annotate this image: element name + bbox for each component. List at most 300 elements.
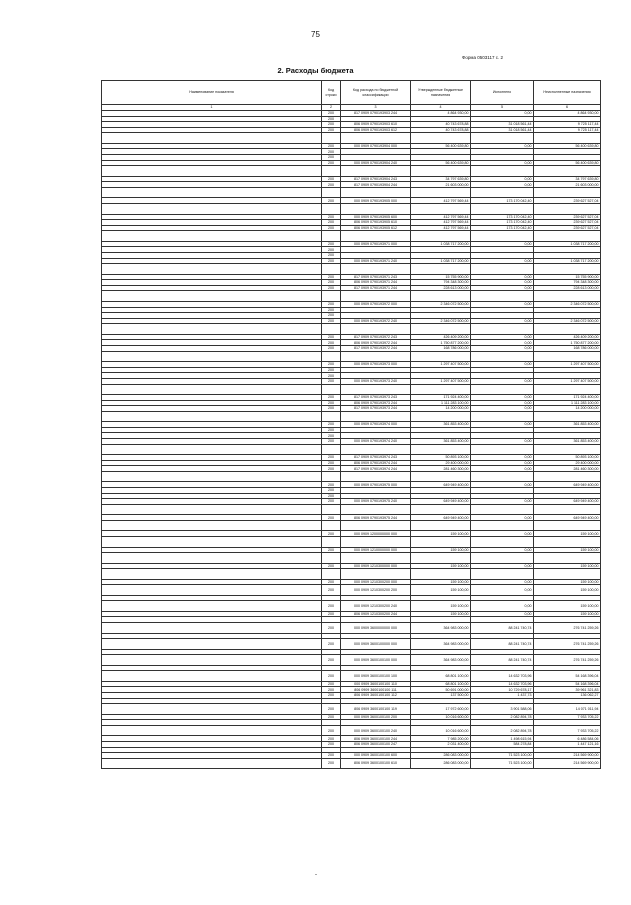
remaining-amount-cell: 1 297 407 500,00 <box>534 362 601 368</box>
executed-amount-cell <box>471 351 534 362</box>
table-row <box>102 471 601 482</box>
executed-amount-cell: 0,00 <box>471 301 534 307</box>
table-row <box>102 291 601 302</box>
row-name-cell <box>102 639 322 650</box>
remaining-amount-cell: 6 486 584,06 <box>534 736 601 742</box>
remaining-amount-cell: 276 741 259,26 <box>534 639 601 650</box>
row-name-cell <box>102 623 322 634</box>
remaining-amount-cell: 2 346 072 500,00 <box>534 318 601 324</box>
remaining-amount-cell: 21 603 000,00 <box>534 182 601 188</box>
approved-amount-cell: 228 613 000,00 <box>411 285 471 291</box>
executed-amount-cell: 0,00 <box>471 111 534 117</box>
line-code-cell: 200 <box>322 225 341 231</box>
approved-amount-cell: 361 853 400,00 <box>411 422 471 428</box>
line-code-cell <box>322 324 341 335</box>
budget-code-cell: 000 0909 0790193974 240 <box>341 439 411 445</box>
line-code-cell <box>322 204 341 215</box>
executed-amount-cell: 31 018 561,44 <box>471 122 534 128</box>
line-code-cell: 200 <box>322 307 341 313</box>
row-name-cell <box>102 411 322 422</box>
remaining-amount-cell: 276 741 259,26 <box>534 655 601 666</box>
table-row <box>102 537 601 548</box>
executed-amount-cell: 1 498 615,94 <box>471 736 534 742</box>
budget-code-cell: 817 0909 0790193972 244 <box>341 346 411 352</box>
executed-amount-cell: 0,00 <box>471 334 534 340</box>
executed-amount-cell: 0,00 <box>471 340 534 346</box>
line-code-cell: 200 <box>322 515 341 521</box>
approved-amount-cell <box>411 133 471 144</box>
approved-amount-cell <box>411 291 471 302</box>
remaining-amount-cell: 1 297 407 500,00 <box>534 378 601 384</box>
approved-amount-cell: 649 949 400,00 <box>411 515 471 521</box>
remaining-amount-cell: 159 100,00 <box>534 531 601 537</box>
line-code-cell: 200 <box>322 143 341 149</box>
budget-code-cell <box>341 444 411 455</box>
table-row <box>102 585 601 596</box>
executed-amount-cell: 88 241 740,74 <box>471 639 534 650</box>
remaining-amount-cell: 14 071 011,94 <box>534 704 601 715</box>
approved-amount-cell <box>411 411 471 422</box>
executed-amount-cell: 31 018 561,44 <box>471 127 534 133</box>
row-name-cell <box>102 725 322 736</box>
row-name-cell <box>102 704 322 715</box>
row-name-cell <box>102 758 322 769</box>
remaining-amount-cell: 4 864 930,00 <box>534 111 601 117</box>
line-code-cell: 200 <box>322 460 341 466</box>
remaining-amount-cell: 361 853 400,00 <box>534 422 601 428</box>
executed-amount-cell <box>471 264 534 275</box>
executed-amount-cell <box>471 231 534 242</box>
approved-amount-cell: 1 111 283 100,00 <box>411 400 471 406</box>
line-code-cell: 200 <box>322 579 341 585</box>
executed-amount-cell: 0,00 <box>471 274 534 280</box>
approved-amount-cell: 2 346 072 500,00 <box>411 301 471 307</box>
approved-amount-cell: 15 755 900,00 <box>411 274 471 280</box>
row-name-cell <box>102 187 322 198</box>
remaining-amount-cell <box>534 411 601 422</box>
table-row <box>102 758 601 769</box>
line-code-cell: 200 <box>322 247 341 253</box>
remaining-amount-cell <box>534 471 601 482</box>
row-name-cell <box>102 471 322 482</box>
budget-code-cell: 000 0909 3600100000 000 <box>341 639 411 650</box>
approved-amount-cell: 159 100,00 <box>411 547 471 553</box>
line-code-cell <box>322 231 341 242</box>
budget-code-cell: 817 0909 0790193974 244 <box>341 466 411 472</box>
executed-amount-cell <box>471 537 534 548</box>
remaining-amount-cell: 426 409 200,00 <box>534 334 601 340</box>
remaining-amount-cell: 281 460 300,00 <box>534 466 601 472</box>
line-code-cell: 200 <box>322 422 341 428</box>
line-code-cell: 200 <box>322 198 341 204</box>
page-number: 75 <box>311 30 320 39</box>
line-code-cell: 200 <box>322 687 341 693</box>
row-name-cell <box>102 291 322 302</box>
budget-code-cell: 000 0909 3600100100 110 <box>341 681 411 687</box>
budget-code-cell <box>341 351 411 362</box>
remaining-amount-cell: 34 797 639,80 <box>534 176 601 182</box>
form-code: Форма 0503117 с. 2 <box>462 55 503 60</box>
line-code-cell: 200 <box>322 499 341 505</box>
approved-amount-cell: 364 983 000,00 <box>411 623 471 634</box>
column-header-budget-code: Код расхода по бюджетной классификации <box>341 81 411 105</box>
line-code-cell: 200 <box>322 714 341 720</box>
remaining-amount-cell: 9 725 117,44 <box>534 122 601 128</box>
column-number: 5 <box>471 105 534 111</box>
executed-amount-cell: 0,00 <box>471 482 534 488</box>
approved-amount-cell: 364 983 000,00 <box>411 639 471 650</box>
remaining-amount-cell: 239 627 527,04 <box>534 214 601 220</box>
budget-code-cell: 000 0909 0790193973 240 <box>341 378 411 384</box>
approved-amount-cell: 1 297 407 500,00 <box>411 362 471 368</box>
executed-amount-cell <box>471 520 534 531</box>
row-name-cell <box>102 655 322 666</box>
line-code-cell: 200 <box>322 346 341 352</box>
approved-amount-cell <box>411 166 471 177</box>
line-code-cell: 200 <box>322 681 341 687</box>
table-row <box>102 444 601 455</box>
approved-amount-cell: 168 786 000,00 <box>411 346 471 352</box>
column-number: 1 <box>102 105 322 111</box>
table-row <box>102 384 601 395</box>
approved-amount-cell: 364 983 000,00 <box>411 655 471 666</box>
remaining-amount-cell: 214 569 900,00 <box>534 758 601 769</box>
remaining-amount-cell: 56 400 639,80 <box>534 143 601 149</box>
remaining-amount-cell: 50 893 100,00 <box>534 455 601 461</box>
column-header-name: Наименование показателя <box>102 81 322 105</box>
budget-code-cell <box>341 187 411 198</box>
executed-amount-cell: 0,00 <box>471 362 534 368</box>
line-code-cell: 200 <box>322 693 341 699</box>
line-code-cell <box>322 351 341 362</box>
approved-amount-cell <box>411 351 471 362</box>
executed-amount-cell: 0,00 <box>471 601 534 612</box>
row-name-cell <box>102 384 322 395</box>
budget-code-cell: 000 0909 0790193904 240 <box>341 160 411 166</box>
approved-amount-cell: 649 949 400,00 <box>411 482 471 488</box>
executed-amount-cell: 584 278,84 <box>471 742 534 748</box>
remaining-amount-cell: 56 400 639,80 <box>534 160 601 166</box>
approved-amount-cell: 21 603 000,00 <box>411 182 471 188</box>
approved-amount-cell <box>411 324 471 335</box>
approved-amount-cell: 159 100,00 <box>411 585 471 596</box>
approved-amount-cell: 1 297 407 500,00 <box>411 378 471 384</box>
approved-amount-cell: 412 797 569,44 <box>411 214 471 220</box>
budget-code-cell: 817 0909 0790193904 243 <box>341 176 411 182</box>
approved-amount-cell: 794 348 300,00 <box>411 280 471 286</box>
budget-code-cell: 000 0909 0790193971 240 <box>341 258 411 264</box>
remaining-amount-cell <box>534 291 601 302</box>
approved-amount-cell: 159 100,00 <box>411 579 471 585</box>
remaining-amount-cell: 29 400 000,00 <box>534 460 601 466</box>
budget-code-cell: 000 0909 0790193905 600 <box>341 214 411 220</box>
remaining-amount-cell: 159 100,00 <box>534 611 601 617</box>
executed-amount-cell <box>471 411 534 422</box>
row-name-cell <box>102 324 322 335</box>
table-row <box>102 704 601 715</box>
executed-amount-cell: 2 082 894,78 <box>471 725 534 736</box>
executed-amount-cell: 0,00 <box>471 160 534 166</box>
line-code-cell: 200 <box>322 149 341 155</box>
approved-amount-cell <box>411 444 471 455</box>
remaining-amount-cell <box>534 537 601 548</box>
line-code-cell: 200 <box>322 182 341 188</box>
remaining-amount-cell <box>534 133 601 144</box>
approved-amount-cell: 281 460 300,00 <box>411 466 471 472</box>
approved-amount-cell: 286 083 000,00 <box>411 758 471 769</box>
row-name-cell <box>102 585 322 596</box>
executed-amount-cell: 0,00 <box>471 258 534 264</box>
budget-code-cell: 817 0909 0790193903 244 <box>341 111 411 117</box>
budget-code-cell: 000 0909 1200000000 000 <box>341 531 411 537</box>
executed-amount-cell: 0,00 <box>471 547 534 553</box>
remaining-amount-cell: 54 168 396,04 <box>534 681 601 687</box>
remaining-amount-cell: 361 853 400,00 <box>534 439 601 445</box>
remaining-amount-cell: 159 100,00 <box>534 601 601 612</box>
remaining-amount-cell: 14 200 000,00 <box>534 406 601 412</box>
approved-amount-cell <box>411 264 471 275</box>
budget-code-cell: 806 0909 3600100100 610 <box>341 758 411 769</box>
remaining-amount-cell: 7 933 705,22 <box>534 714 601 720</box>
remaining-amount-cell: 15 755 900,00 <box>534 274 601 280</box>
line-code-cell: 200 <box>322 400 341 406</box>
budget-code-cell: 806 0909 0790193971 244 <box>341 280 411 286</box>
remaining-amount-cell <box>534 444 601 455</box>
line-code-cell <box>322 444 341 455</box>
budget-code-cell <box>341 553 411 564</box>
budget-code-cell: 000 0909 0790193973 000 <box>341 362 411 368</box>
column-header-approved: Утвержденные бюджетные назначения <box>411 81 471 105</box>
executed-amount-cell <box>471 471 534 482</box>
executed-amount-cell <box>471 504 534 515</box>
budget-code-cell: 806 0909 3600100100 112 <box>341 693 411 699</box>
approved-amount-cell: 40 743 678,88 <box>411 122 471 128</box>
row-name-cell <box>102 204 322 215</box>
executed-amount-cell: 88 241 740,74 <box>471 623 534 634</box>
line-code-cell: 200 <box>322 406 341 412</box>
budget-code-cell: 806 0909 0790193903 610 <box>341 122 411 128</box>
approved-amount-cell: 159 100,00 <box>411 611 471 617</box>
executed-amount-cell: 0,00 <box>471 182 534 188</box>
line-code-cell <box>322 291 341 302</box>
budget-code-cell <box>341 520 411 531</box>
budget-code-cell: 000 0909 3600100100 100 <box>341 671 411 682</box>
line-code-cell: 200 <box>322 127 341 133</box>
budget-code-cell <box>341 204 411 215</box>
budget-code-cell: 806 0909 0790193905 612 <box>341 225 411 231</box>
line-code-cell: 200 <box>322 285 341 291</box>
approved-amount-cell: 56 400 639,80 <box>411 160 471 166</box>
budget-code-cell <box>341 569 411 580</box>
budget-code-cell: 000 0909 0790193975 000 <box>341 482 411 488</box>
executed-amount-cell: 0,00 <box>471 241 534 247</box>
table-row <box>102 504 601 515</box>
budget-code-cell: 806 0909 0790193972 244 <box>341 340 411 346</box>
row-name-cell <box>102 166 322 177</box>
budget-code-cell: 817 0909 0790193972 243 <box>341 334 411 340</box>
line-code-cell: 200 <box>322 373 341 379</box>
row-name-cell <box>102 601 322 612</box>
approved-amount-cell <box>411 471 471 482</box>
table-header-row <box>102 81 601 105</box>
budget-code-cell: 000 0909 1210300200 000 <box>341 579 411 585</box>
column-number: 2 <box>322 105 341 111</box>
budget-code-cell <box>341 231 411 242</box>
remaining-amount-cell: 228 613 000,00 <box>534 285 601 291</box>
line-code-cell: 200 <box>322 482 341 488</box>
budget-code-cell: 000 0909 3600100100 200 <box>341 714 411 720</box>
line-code-cell: 200 <box>322 427 341 433</box>
budget-code-cell: 806 0909 3600100100 119 <box>341 704 411 715</box>
table-row <box>102 133 601 144</box>
approved-amount-cell: 159 100,00 <box>411 563 471 569</box>
budget-code-cell: 000 0909 3600100100 240 <box>341 725 411 736</box>
budget-code-cell: 806 0909 3600100100 244 <box>341 736 411 742</box>
executed-amount-cell: 0,00 <box>471 563 534 569</box>
line-code-cell: 200 <box>322 725 341 736</box>
line-code-cell: 200 <box>322 362 341 368</box>
executed-amount-cell: 14 632 703,96 <box>471 681 534 687</box>
approved-amount-cell: 50 893 100,00 <box>411 455 471 461</box>
table-row <box>102 553 601 564</box>
line-code-cell: 200 <box>322 301 341 307</box>
remaining-amount-cell: 649 949 400,00 <box>534 499 601 505</box>
table-row <box>102 725 601 736</box>
line-code-cell <box>322 187 341 198</box>
approved-amount-cell: 40 743 678,88 <box>411 127 471 133</box>
line-code-cell: 200 <box>322 601 341 612</box>
approved-amount-cell <box>411 187 471 198</box>
approved-amount-cell: 68 801 100,00 <box>411 671 471 682</box>
approved-amount-cell: 10 016 600,00 <box>411 714 471 720</box>
budget-code-cell: 806 0909 0790193903 612 <box>341 127 411 133</box>
column-number: 3 <box>341 105 411 111</box>
executed-amount-cell <box>471 204 534 215</box>
executed-amount-cell: 14 632 703,96 <box>471 671 534 682</box>
executed-amount-cell <box>471 553 534 564</box>
table-row <box>102 351 601 362</box>
remaining-amount-cell: 1 750 877 200,00 <box>534 340 601 346</box>
remaining-amount-cell: 794 348 300,00 <box>534 280 601 286</box>
budget-code-cell <box>341 411 411 422</box>
executed-amount-cell: 0,00 <box>471 400 534 406</box>
remaining-amount-cell: 54 168 396,04 <box>534 671 601 682</box>
executed-amount-cell: 0,00 <box>471 531 534 537</box>
table-row <box>102 411 601 422</box>
row-name-cell <box>102 537 322 548</box>
line-code-cell: 200 <box>322 655 341 666</box>
executed-amount-cell <box>471 444 534 455</box>
executed-amount-cell: 0,00 <box>471 611 534 617</box>
table-row <box>102 623 601 634</box>
table-row <box>102 569 601 580</box>
executed-amount-cell: 71 523 100,00 <box>471 753 534 759</box>
table-row <box>102 166 601 177</box>
budget-code-cell <box>341 264 411 275</box>
table-row <box>102 639 601 650</box>
line-code-cell: 200 <box>322 585 341 596</box>
line-code-cell: 200 <box>322 671 341 682</box>
row-name-cell <box>102 569 322 580</box>
column-header-line-code: Код строки <box>322 81 341 105</box>
executed-amount-cell <box>471 187 534 198</box>
line-code-cell <box>322 504 341 515</box>
row-name-cell <box>102 231 322 242</box>
line-code-cell <box>322 553 341 564</box>
approved-amount-cell: 412 797 569,44 <box>411 225 471 231</box>
remaining-amount-cell: 159 100,00 <box>534 585 601 596</box>
line-code-cell: 200 <box>322 334 341 340</box>
remaining-amount-cell: 276 741 259,26 <box>534 623 601 634</box>
budget-code-cell: 000 0909 0790193904 000 <box>341 143 411 149</box>
table-row <box>102 655 601 666</box>
line-code-cell: 200 <box>322 367 341 373</box>
budget-code-cell: 806 0909 3600100100 247 <box>341 742 411 748</box>
budget-code-cell: 000 0909 0790193971 000 <box>341 241 411 247</box>
line-code-cell <box>322 537 341 548</box>
executed-amount-cell: 0,00 <box>471 378 534 384</box>
table-body <box>102 111 601 769</box>
budget-code-cell: 806 0909 0790193973 244 <box>341 400 411 406</box>
line-code-cell <box>322 264 341 275</box>
budget-code-cell: 000 0909 3600000000 000 <box>341 623 411 634</box>
line-code-cell: 200 <box>322 258 341 264</box>
budget-expenditures-table <box>101 80 601 769</box>
line-code-cell: 200 <box>322 122 341 128</box>
budget-code-cell: 806 0909 3600100100 111 <box>341 687 411 693</box>
budget-code-cell: 000 0909 0790193974 000 <box>341 422 411 428</box>
approved-amount-cell: 29 400 000,00 <box>411 460 471 466</box>
row-name-cell <box>102 264 322 275</box>
row-name-cell <box>102 351 322 362</box>
approved-amount-cell <box>411 204 471 215</box>
line-code-cell <box>322 384 341 395</box>
executed-amount-cell <box>471 384 534 395</box>
remaining-amount-cell <box>534 569 601 580</box>
budget-code-cell: 000 0909 0790193905 000 <box>341 198 411 204</box>
budget-code-cell: 806 0909 0790193905 610 <box>341 220 411 226</box>
remaining-amount-cell: 1 038 717 200,00 <box>534 241 601 247</box>
line-code-cell: 200 <box>322 466 341 472</box>
column-header-remaining: Неисполненные назначения <box>534 81 601 105</box>
line-code-cell: 200 <box>322 433 341 439</box>
line-code-cell: 200 <box>322 378 341 384</box>
remaining-amount-cell <box>534 553 601 564</box>
budget-code-cell: 806 0909 0790193975 244 <box>341 515 411 521</box>
line-code-cell: 200 <box>322 155 341 161</box>
executed-amount-cell: 0,00 <box>471 406 534 412</box>
budget-code-cell <box>341 133 411 144</box>
approved-amount-cell: 159 100,00 <box>411 531 471 537</box>
table-row <box>102 520 601 531</box>
line-code-cell <box>322 411 341 422</box>
table-row <box>102 601 601 612</box>
remaining-amount-cell <box>534 520 601 531</box>
column-number: 6 <box>534 105 601 111</box>
approved-amount-cell: 1 038 717 200,00 <box>411 258 471 264</box>
line-code-cell: 200 <box>322 742 341 748</box>
executed-amount-cell <box>471 569 534 580</box>
line-code-cell: 200 <box>322 280 341 286</box>
approved-amount-cell: 1 750 877 200,00 <box>411 340 471 346</box>
line-code-cell <box>322 133 341 144</box>
executed-amount-cell: 0,00 <box>471 395 534 401</box>
remaining-amount-cell: 1 447 121,16 <box>534 742 601 748</box>
remaining-amount-cell: 649 949 400,00 <box>534 482 601 488</box>
executed-amount-cell: 1 437,73 <box>471 693 534 699</box>
budget-code-cell <box>341 471 411 482</box>
line-code-cell <box>322 166 341 177</box>
